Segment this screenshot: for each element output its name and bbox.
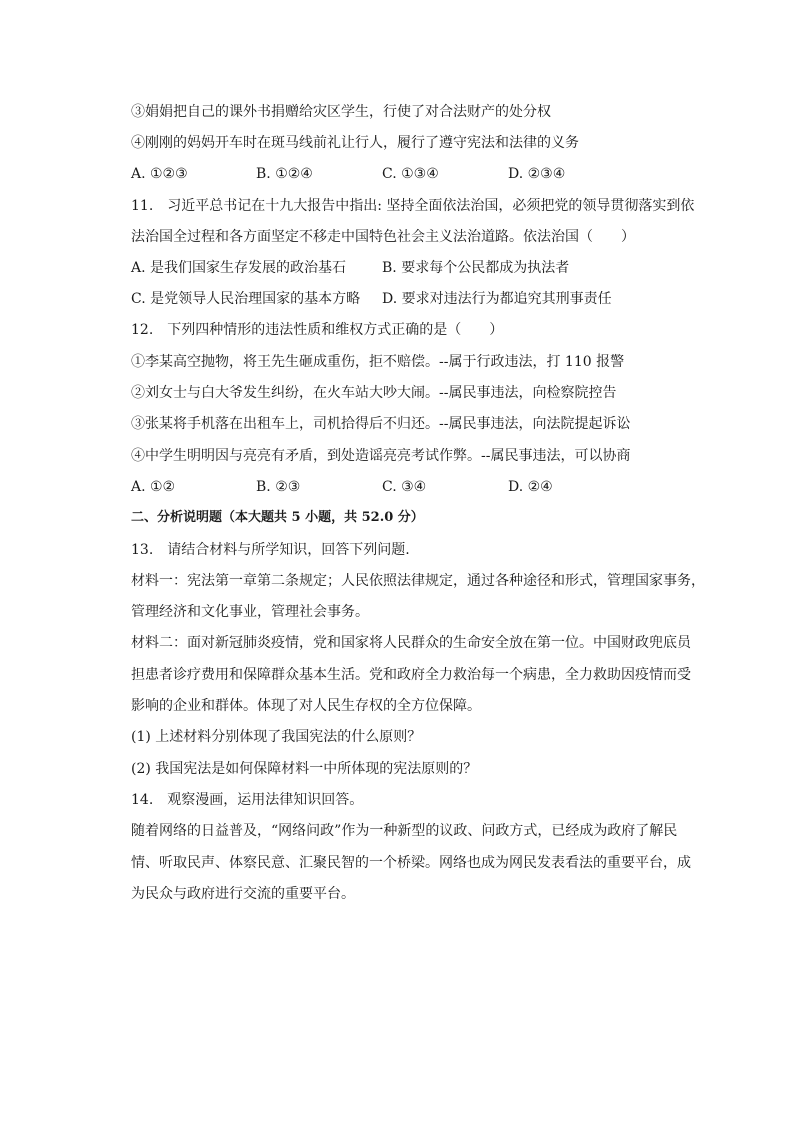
q10-option-a: A. ①②③ bbox=[131, 166, 188, 182]
q13-material-2-line-2: 担患者诊疗费用和保障群众基本生活。党和政府全力救治每一个病患，全力救助因疫情而受 bbox=[131, 667, 691, 683]
q11-option-d: D. 要求对违法行为都追究其刑事责任 bbox=[382, 291, 612, 307]
q12-option-a: A. ①② bbox=[131, 479, 176, 495]
q11-stem-line-1: 11. 习近平总书记在十九大报告中指出: 坚持全面依法治国，必须把党的领导贯彻落实到依 bbox=[131, 198, 695, 214]
q10-item-3: ③娟娟把自己的课外书捐赠给灾区学生，行使了对合法财产的处分权 bbox=[131, 104, 551, 120]
q11-option-c: C. 是党领导人民治理国家的基本方略 bbox=[131, 291, 361, 307]
q12-option-c: C. ③④ bbox=[382, 479, 427, 495]
q13-stem: 13. 请结合材料与所学知识，回答下列问题. bbox=[131, 542, 410, 558]
q13-material-2-line-3: 影响的企业和群体。体现了对人民生存权的全方位保障。 bbox=[131, 698, 481, 714]
q14-paragraph-line-3: 为民众与政府进行交流的重要平台。 bbox=[131, 886, 355, 902]
q11-option-b: B. 要求每个公民都成为执法者 bbox=[382, 260, 570, 276]
q14-paragraph-line-2: 情、听取民声、体察民意、汇聚民智的一个桥梁。网络也成为网民发表看法的重要平台，成 bbox=[131, 855, 691, 871]
q13-subquestion-1: (1) 上述材料分别体现了我国宪法的什么原则？ bbox=[131, 729, 422, 745]
q12-option-b: B. ②③ bbox=[256, 479, 301, 495]
q13-subquestion-2: (2) 我国宪法是如何保障材料一中所体现的宪法原则的？ bbox=[131, 761, 478, 777]
q10-option-c: C. ①③④ bbox=[382, 166, 439, 182]
q10-item-4: ④刚刚的妈妈开车时在斑马线前礼让行人，履行了遵守宪法和法律的义务 bbox=[131, 135, 579, 151]
q10-option-d: D. ②③④ bbox=[508, 166, 566, 182]
q12-item-1: ①李某高空抛物，将王先生砸成重伤，拒不赔偿。--属于行政违法，打 110 报警 bbox=[131, 354, 625, 370]
q10-option-b: B. ①②④ bbox=[256, 166, 313, 182]
q13-material-1-line-2: 管理经济和文化事业，管理社会事务。 bbox=[131, 604, 369, 620]
q12-option-d: D. ②④ bbox=[508, 479, 553, 495]
q12-stem: 12. 下列四种情形的违法性质和维权方式正确的是（ ） bbox=[131, 322, 504, 338]
q11-option-a: A. 是我们国家生存发展的政治基石 bbox=[131, 260, 347, 276]
q12-item-4: ④中学生明明因与亮亮有矛盾，到处造谣亮亮考试作弊。--属民事违法，可以协商 bbox=[131, 448, 631, 464]
q12-item-2: ②刘女士与白大爷发生纠纷，在火车站大吵大闹。--属民事违法，向检察院控告 bbox=[131, 385, 617, 401]
q14-paragraph-line-1: 随着网络的日益普及，“网络问政”作为一种新型的议政、问政方式，已经成为政府了解民 bbox=[131, 823, 678, 839]
q11-stem-line-2: 法治国全过程和各方面坚定不移走中国特色社会主义法治道路。依法治国（ ） bbox=[131, 229, 635, 245]
q13-material-1-line-1: 材料一：宪法第一章第二条规定；人民依照法律规定，通过各种途径和形式，管理国家事务， bbox=[131, 573, 705, 589]
q14-stem: 14. 观察漫画，运用法律知识回答。 bbox=[131, 792, 364, 808]
q13-material-2-line-1: 材料二：面对新冠肺炎疫情，党和国家将人民群众的生命安全放在第一位。中国财政兜底员 bbox=[131, 635, 691, 651]
q12-item-3: ③张某将手机落在出租车上，司机拾得后不归还。--属民事违法，向法院提起诉讼 bbox=[131, 416, 631, 432]
section-2-heading: 二、分析说明题（本大题共 5 小题，共 52.0 分） bbox=[131, 510, 424, 525]
